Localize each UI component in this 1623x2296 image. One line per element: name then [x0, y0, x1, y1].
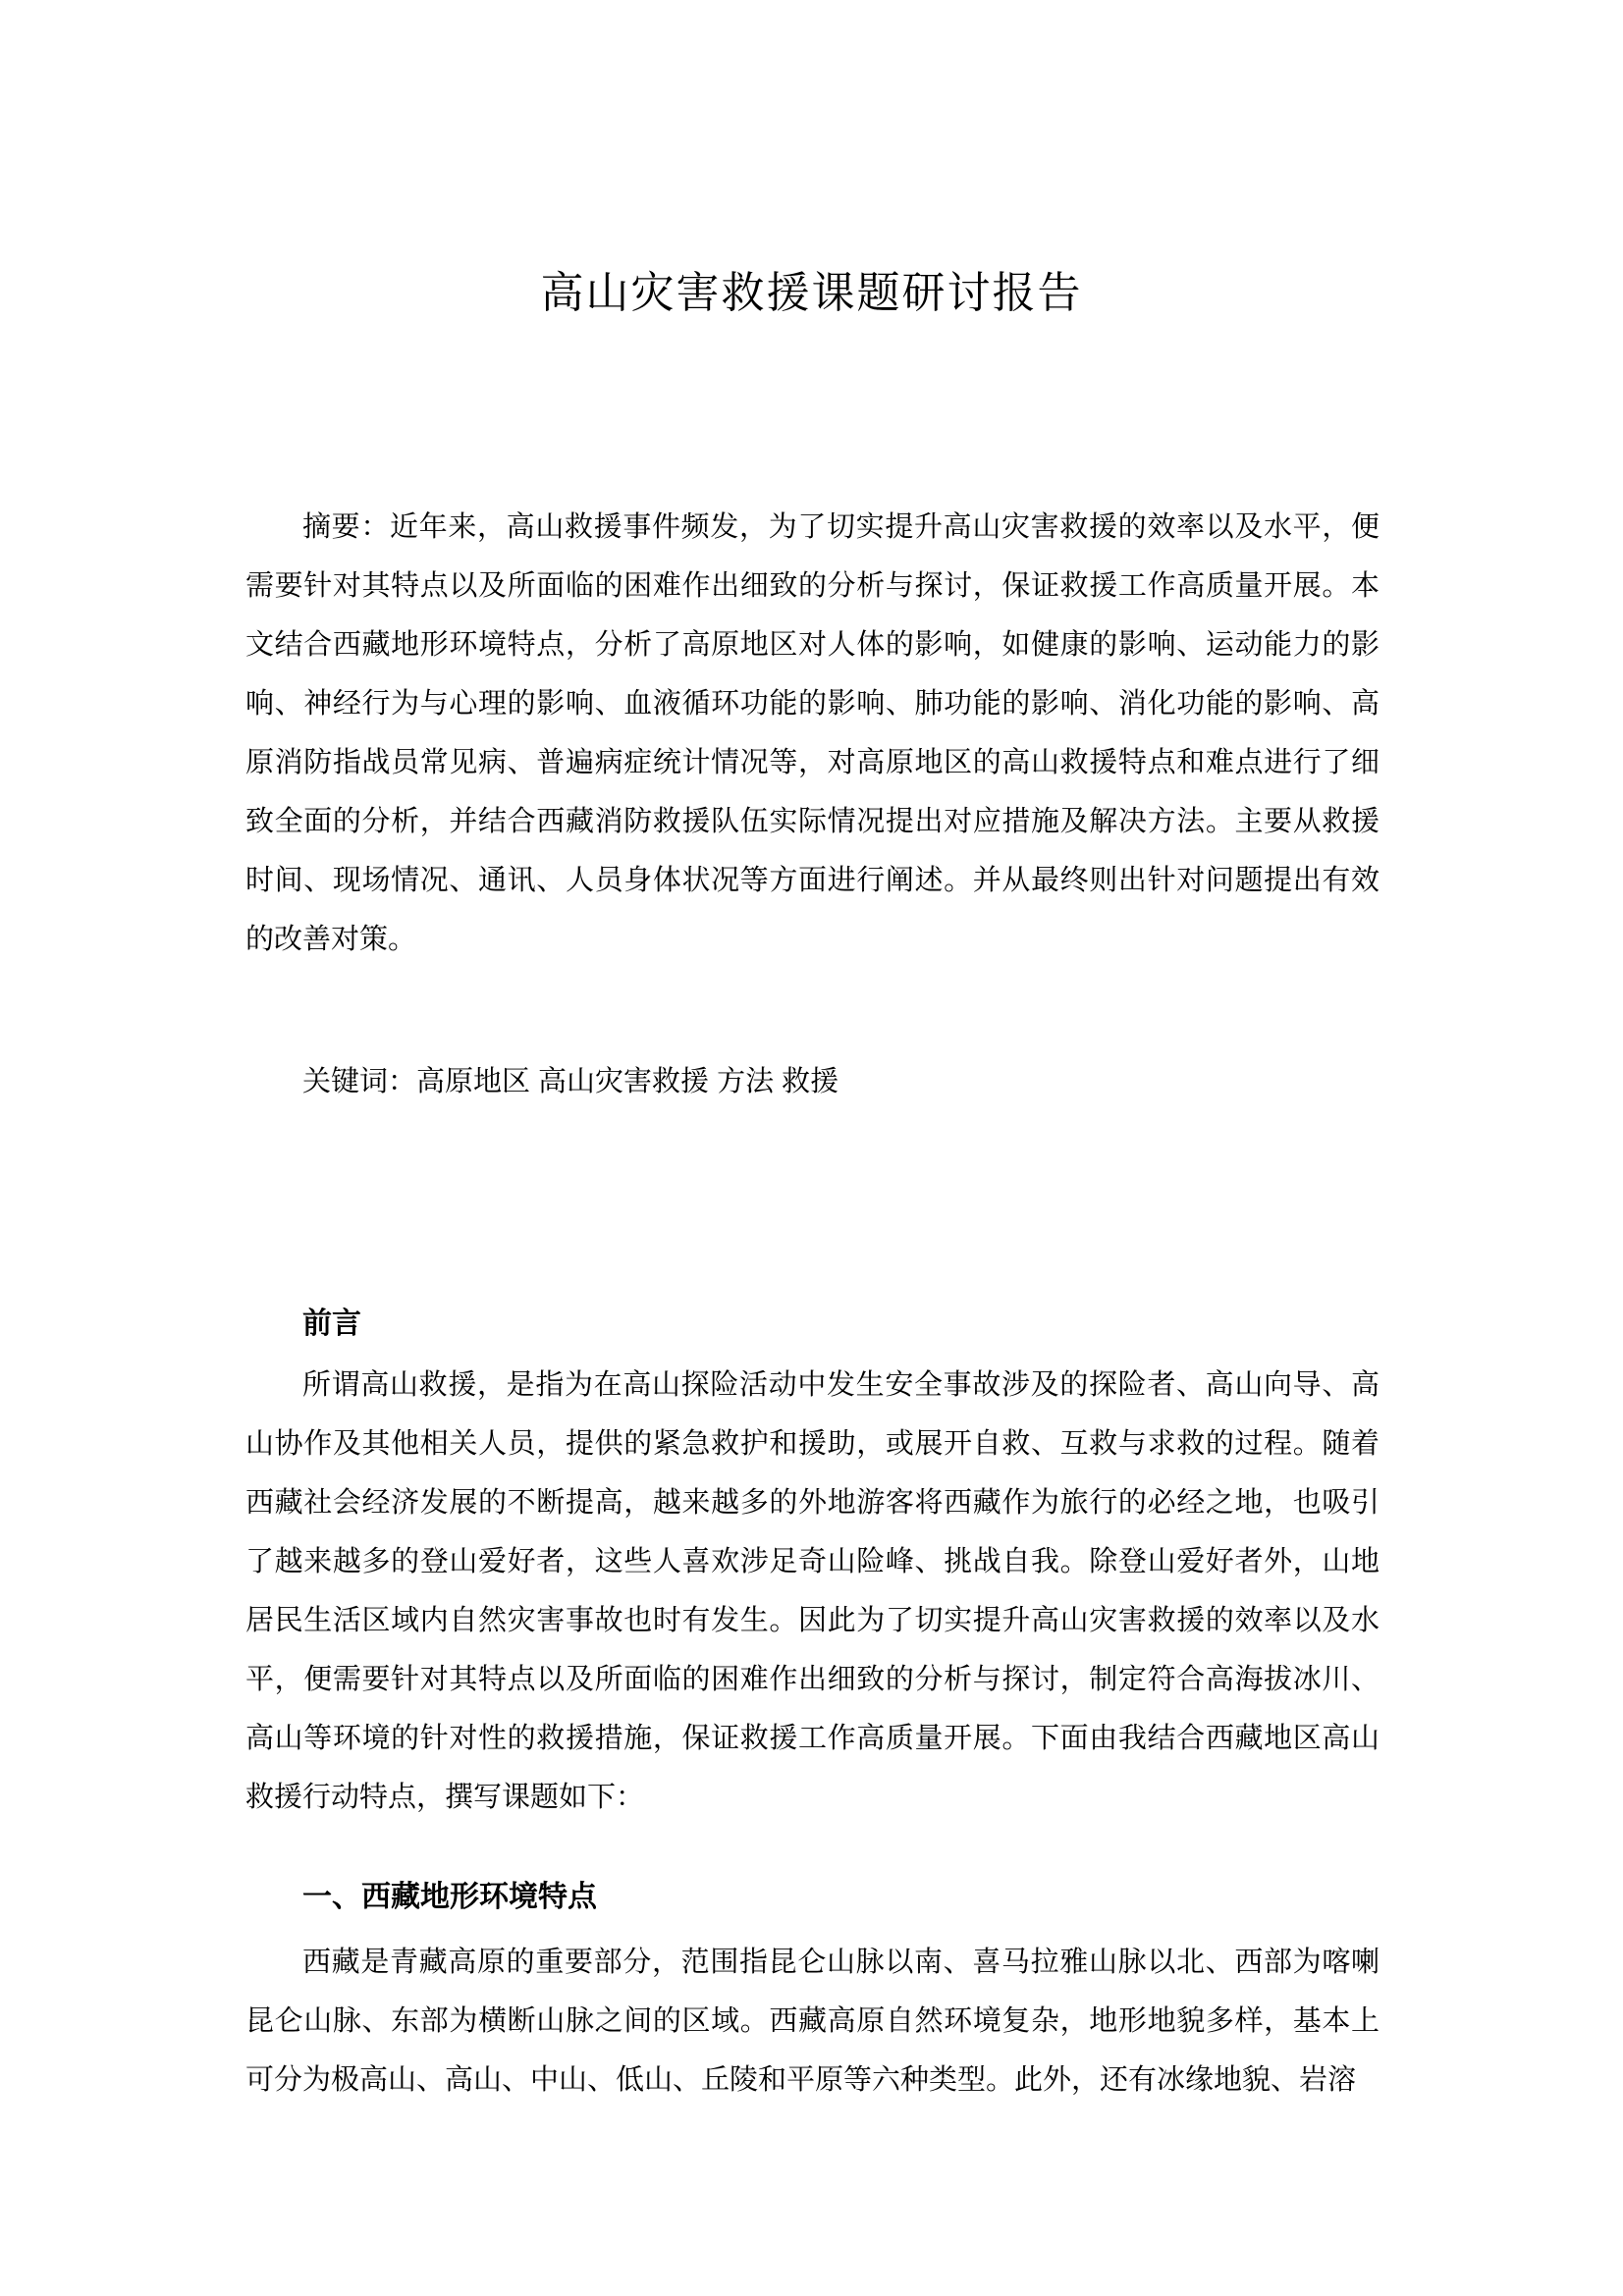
abstract-paragraph: 摘要：近年来，高山救援事件频发，为了切实提升高山灾害救援的效率以及水平，便需要针对其特点以及所面临的困难作出细致的分析与探讨，保证救援工作高质量开展。本文结合西藏地形环境特点，分析了高原地区对人体的影响，如健康的影响、运动能力的影响、神经行为与心理的影响、血液循环功能的影响、肺功能的影响、消化功能的影响、高原消防指战员常见病、普遍病症统计情况等，对高原地区的高山救援特点和难点进行了细致全面的分析，并结合西藏消防救援队伍实际情况提出对应措施及解决方法。主要从救援时间、现场情况、通讯、人员身体状况等方面进行阐述。并从最终则出针对问题提出有效的改善对策。	[245, 511, 1380, 955]
preface-paragraph: 所谓高山救援，是指为在高山探险活动中发生安全事故涉及的探险者、高山向导、高山协作及其他相关人员，提供的紧急救护和援助，或展开自救、互救与求救的过程。随着西藏社会经济发展的不断提高，越来越多的外地游客将西藏作为旅行的必经之地，也吸引了越来越多的登山爱好者，这些人喜欢涉足奇山险峰、挑战自我。除登山爱好者外，山地居民生活区域内自然灾害事故也时有发生。因此为了切实提升高山灾害救援的效率以及水平，便需要针对其特点以及所面临的困难作出细致的分析与探讨，制定符合高海拔冰川、高山等环境的针对性的救援措施，保证救援工作高质量开展。下面由我结合西藏地区高山救援行动特点，撰写课题如下：	[245, 1369, 1380, 1813]
document-title: 高山灾害救援课题研讨报告	[540, 269, 1083, 318]
keywords-line: 关键词：高原地区 高山灾害救援 方法 救援	[302, 1066, 839, 1097]
section-heading-preface: 前言	[302, 1307, 361, 1340]
section-heading-terrain: 一、西藏地形环境特点	[302, 1880, 597, 1913]
terrain-section-paragraph: 西藏是青藏高原的重要部分，范围指昆仑山脉以南、喜马拉雅山脉以北、西部为喀喇昆仑山脉、东部为横断山脉之间的区域。西藏高原自然环境复杂，地形地貌多样，基本上可分为极高山、高山、中山、低山、丘陵和平原等六种类型。此外，还有冰缘地貌、岩溶	[245, 1947, 1380, 2096]
